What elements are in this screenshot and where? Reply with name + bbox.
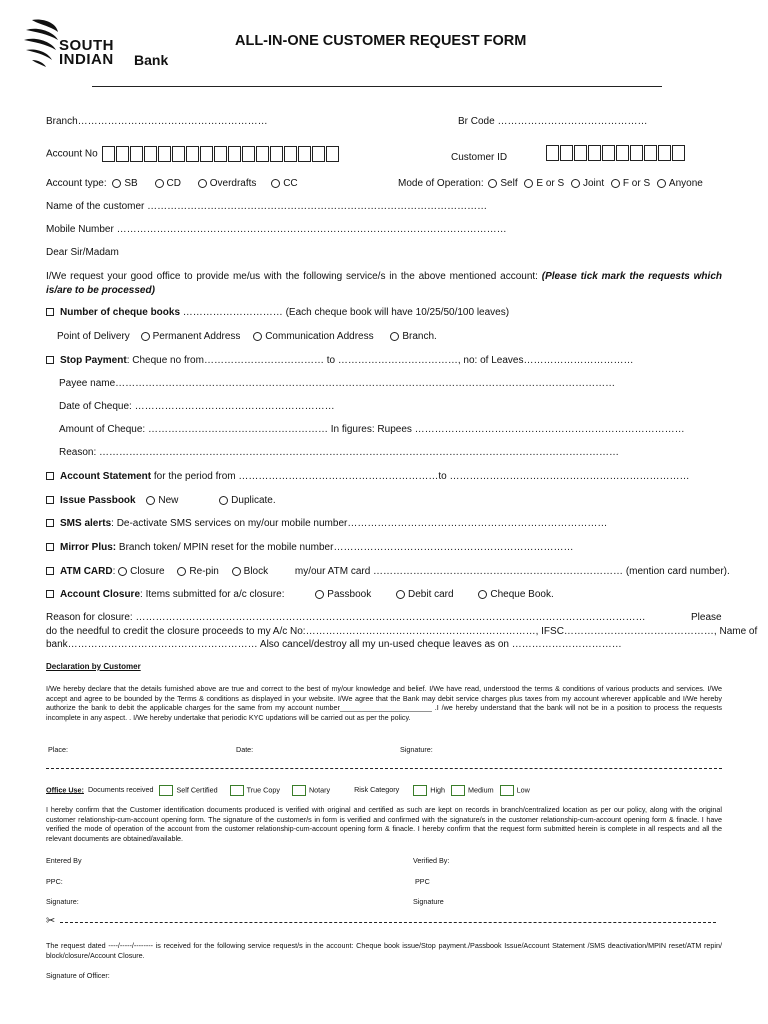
delivery-permanent: Permanent Address	[152, 331, 241, 342]
radio-overdrafts-icon[interactable]	[198, 179, 207, 188]
mode-anyone: Anyone	[668, 178, 703, 189]
closure-cheque-book: Cheque Book.	[490, 589, 554, 600]
customer-name-field[interactable]: Name of the customer …………………………………………………………………………………………	[46, 201, 488, 212]
closure-debit-card: Debit card	[408, 589, 454, 600]
true-copy-checkbox[interactable]	[230, 785, 244, 796]
ppc-right-field[interactable]: PPC	[415, 877, 430, 886]
delivery-label: Point of Delivery	[57, 331, 130, 342]
mode-e-or-s: E or S	[536, 178, 565, 189]
doc-notary: Notary	[308, 785, 331, 795]
passbook-label: Issue Passbook	[60, 495, 136, 506]
closure-label: Account Closure	[60, 589, 141, 600]
title-rule	[92, 86, 662, 87]
cheque-book-field[interactable]: ………………………… (Each cheque book will have 10/25/50/100 leaves)	[180, 307, 510, 318]
mode-label: Mode of Operation:	[398, 178, 484, 189]
stop-payment-checkbox[interactable]	[46, 356, 54, 364]
office-divider	[46, 768, 722, 769]
verified-by-field[interactable]: Verified By:	[413, 856, 450, 865]
mode-joint: Joint	[582, 178, 605, 189]
declaration-heading: Declaration by Customer	[46, 662, 141, 671]
atm-block: Block	[243, 566, 269, 577]
entered-by-field[interactable]: Entered By	[46, 856, 82, 865]
sms-checkbox[interactable]	[46, 519, 54, 527]
delivery-communication: Communication Address	[265, 331, 374, 342]
risk-medium: Medium	[468, 785, 494, 795]
cut-line	[60, 922, 716, 923]
account-type-overdrafts: Overdrafts	[209, 178, 257, 189]
mirror-label: Mirror Plus:	[60, 542, 117, 553]
atm-field[interactable]: my/our ATM card ………………………………………………………………… (mention card number).	[294, 566, 730, 577]
closure-items-label: : Items submitted for a/c closure:	[140, 589, 285, 600]
atm-row: ATM CARD: Closure Re-pin Block my/our ATM card ………………………………………………………………… (mention card number).	[46, 566, 730, 577]
office-confirm-text: I hereby confirm that the Customer identification documents produced is verified with original and certified as such are kept on records in branch/centralized location as per our policy, along with the original customer relationship-cum-account opening form. The signature of the customer/s in form is verified and confirmed with the signature/s in the customer relationship-cum-account opening form & finacle. I have verified the mode of operation of the account from the customer relationship-cum-account opening form & finacle. I hereby confirm that the request form submitted herein is complete in all respects and all the relevant documents are obtained/available.	[46, 805, 722, 843]
radio-closure-icon[interactable]	[118, 567, 127, 576]
delivery-branch: Branch.	[402, 331, 437, 342]
passbook-row	[46, 495, 276, 506]
signature-field[interactable]: Signature:	[400, 745, 433, 754]
form-title: ALL-IN-ONE CUSTOMER REQUEST FORM	[235, 33, 527, 49]
radio-anyone-icon[interactable]	[657, 179, 666, 188]
customer-id-boxes[interactable]	[546, 144, 685, 162]
radio-duplicate-icon[interactable]	[219, 496, 228, 505]
closure-reason-line3[interactable]: bank………………………………………………… Also cancel/destroy all my un-used cheque leaves as on ……………………………	[46, 639, 622, 650]
signature-right-field[interactable]: Signature	[413, 897, 444, 906]
office-use-row	[46, 785, 530, 796]
mode-self: Self	[500, 178, 518, 189]
cheque-book-row	[46, 307, 509, 318]
radio-sb-icon[interactable]	[112, 179, 121, 188]
date-field[interactable]: Date:	[236, 745, 254, 754]
account-type-sb: SB	[124, 178, 138, 189]
cheque-book-label: Number of cheque books	[60, 307, 181, 318]
bank-logo	[22, 18, 192, 68]
account-statement-field[interactable]: for the period from ……………………………………………………to ………………………………………………………………	[151, 471, 690, 482]
radio-new-icon[interactable]	[146, 496, 155, 505]
receipt-text: The request dated ----/-----/-------- is received for the following service request/s in the account: Cheque book issue/Stop payment./Passbook Issue/Account Statement /SMS deactivation/MPIN reset/ATM repin/ block/closure/Account Closure.	[46, 941, 722, 960]
bank-name-line1: SOUTH	[59, 37, 114, 54]
account-statement-label: Account Statement	[60, 471, 152, 482]
declaration-text: I/We hereby declare that the details furnished above are true and correct to the best of my/our knowledge and belief. I/We have read, understood the terms & conditions of various products and services. I/We accept and agree to be bounded by the Terms & conditions as displayed in your website. I/We agree that the Bank may debit service charges plus taxes from my account wherever applicable and I/We hereby authorize the bank to debit the applicable charges for the same from my account number_______________________ .I /we hereby understand that the bank will not be in a position to process the requests incomplete in any aspect. . I/We hereby undertake that periodic KYC updations will be carried out as per the policy.	[46, 684, 722, 722]
cheque-book-checkbox[interactable]	[46, 308, 54, 316]
account-type-row	[46, 178, 298, 189]
notary-checkbox[interactable]	[292, 785, 306, 796]
low-checkbox[interactable]	[500, 785, 514, 796]
account-type-cd: CD	[166, 178, 181, 189]
self-certified-checkbox[interactable]	[159, 785, 173, 796]
risk-category-label: Risk Category	[354, 785, 400, 795]
mode-f-or-s: F or S	[622, 178, 651, 189]
customer-id-label: Customer ID	[451, 152, 508, 163]
radio-branch-icon[interactable]	[390, 332, 399, 341]
closure-row	[46, 589, 554, 600]
closure-reason-please: Please	[691, 612, 722, 623]
cheque-date-field[interactable]: Date of Cheque: ……………………………………………………	[59, 401, 335, 412]
passbook-duplicate: Duplicate.	[231, 495, 276, 506]
mirror-checkbox[interactable]	[46, 543, 54, 551]
high-checkbox[interactable]	[413, 785, 427, 796]
cheque-amount-field[interactable]: Amount of Cheque: ……………………………………………… In figures: Rupees ………………………………………………………………………	[59, 424, 685, 435]
radio-communication-icon[interactable]	[253, 332, 262, 341]
radio-cd-icon[interactable]	[155, 179, 164, 188]
radio-block-icon[interactable]	[232, 567, 241, 576]
mode-of-operation-row	[398, 178, 703, 189]
payee-field[interactable]: Payee name……………………………………………………………………………………………………………………………………	[59, 378, 616, 389]
radio-cheque-book-icon[interactable]	[478, 590, 487, 599]
ppc-left-field[interactable]: PPC:	[46, 877, 63, 886]
radio-passbook-icon[interactable]	[315, 590, 324, 599]
delivery-row	[57, 331, 437, 342]
mirror-row	[46, 542, 573, 553]
salutation: Dear Sir/Madam	[46, 247, 119, 258]
mirror-field[interactable]: Branch token/ MPIN reset for the mobile number………………………………………………………………	[116, 542, 574, 553]
atm-checkbox[interactable]	[46, 567, 54, 575]
account-type-label: Account type:	[46, 178, 107, 189]
bank-name-line2: INDIAN	[59, 51, 114, 68]
scissors-icon: ✂	[46, 915, 56, 927]
doc-self-certified: Self Certified	[176, 785, 218, 795]
account-no-label: Account No	[46, 148, 98, 160]
branch-field[interactable]: Branch…………………………………………………	[46, 116, 268, 127]
sms-field[interactable]: : De-activate SMS services on my/our mobile number……………………………………………………………………	[111, 518, 608, 529]
documents-received-label: Documents received	[87, 785, 154, 795]
doc-true-copy: True Copy	[246, 785, 280, 795]
account-no-boxes[interactable]	[102, 146, 339, 162]
reason-field[interactable]: Reason: …………………………………………………………………………………………………………………………………………	[59, 447, 620, 458]
radio-repin-icon[interactable]	[177, 567, 186, 576]
radio-debit-card-icon[interactable]	[396, 590, 405, 599]
br-code-field[interactable]: Br Code ………………………………………	[458, 116, 648, 127]
officer-signature-field[interactable]: Signature of Officer:	[46, 971, 110, 980]
radio-joint-icon[interactable]	[571, 179, 580, 188]
request-intro-note: (Please tick mark the requests which is/are to be processed)	[46, 271, 722, 296]
radio-e-or-s-icon[interactable]	[524, 179, 533, 188]
risk-high: High	[430, 785, 446, 795]
closure-passbook: Passbook	[327, 589, 372, 600]
medium-checkbox[interactable]	[451, 785, 465, 796]
place-field[interactable]: Place:	[48, 745, 68, 754]
account-no-row	[46, 146, 339, 162]
radio-self-icon[interactable]	[488, 179, 497, 188]
radio-f-or-s-icon[interactable]	[611, 179, 620, 188]
closure-checkbox[interactable]	[46, 590, 54, 598]
account-statement-checkbox[interactable]	[46, 472, 54, 480]
passbook-new: New	[158, 495, 179, 506]
radio-permanent-icon[interactable]	[141, 332, 150, 341]
atm-closure: Closure	[130, 566, 165, 577]
stop-payment-field[interactable]: : Cheque no from……………………………… to ………………………………, no: of Leaves……………………………	[126, 355, 634, 366]
stop-payment-row	[46, 355, 633, 366]
closure-reason-line1[interactable]: Reason for closure: ………………………………………………………………………………………………………………………………………	[46, 612, 646, 623]
radio-cc-icon[interactable]	[271, 179, 280, 188]
stop-payment-label: Stop Payment	[60, 355, 127, 366]
atm-repin: Re-pin	[189, 566, 219, 577]
sms-label: SMS alerts	[60, 518, 112, 529]
sms-row	[46, 518, 607, 529]
account-statement-row	[46, 471, 690, 482]
account-type-cc: CC	[283, 178, 298, 189]
signature-left-field[interactable]: Signature:	[46, 897, 79, 906]
mobile-number-field[interactable]: Mobile Number ………………………………………………………………………………………………………	[46, 224, 507, 235]
office-use-label: Office Use:	[46, 785, 84, 795]
passbook-checkbox[interactable]	[46, 496, 54, 504]
atm-label: ATM CARD	[60, 566, 113, 577]
bank-name-line3: Bank	[134, 52, 169, 68]
risk-low: Low	[516, 785, 530, 795]
closure-reason-line2[interactable]: do the needful to credit the closure proceeds to my A/c No:……………………………………………………………, IFSC………………………………………, Name of	[46, 626, 758, 637]
bank-logo-emblem	[22, 18, 62, 68]
request-intro: I/We request your good office to provide me/us with the following service/s in the above mentioned account: (Please tick mark the requests which is/are to be processed)	[46, 271, 722, 296]
